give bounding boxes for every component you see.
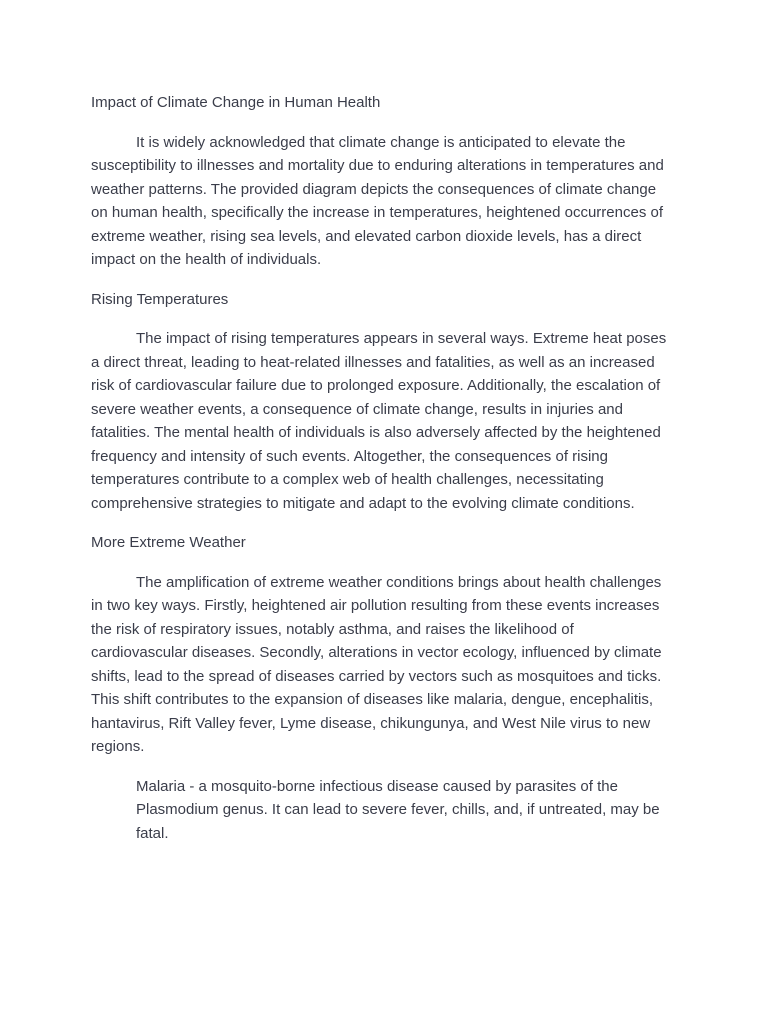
intro-paragraph: It is widely acknowledged that climate change is anticipated to elevate the susceptibility to illnesses and mortality due to enduring alterations in temperatures and weather patterns. The provided diagram depicts the consequences of climate change on human health, specifically the increase in temperatures, heightened occurrences of extreme weather, rising sea levels, and elevated carbon dioxide levels, has a direct impact on the health of individuals.	[91, 133, 664, 268]
section-body-extreme-weather: The amplification of extreme weather conditions brings about health challenges in two key ways. Firstly, heightened air pollution resulting from these events increases the risk of respiratory issues, notably asthma, and raises the likelihood of cardiovascular diseases. Secondly, alterations in vector ecology, influenced by climate shifts, lead to the spread of diseases carried by vectors such as mosquitoes and ticks. This shift contributes to the expansion of diseases like malaria, dengue, encephalitis, hantavirus, Rift Valley fever, Lyme disease, chikungunya, and West Nile virus to new regions.	[91, 573, 662, 755]
malaria-note: Malaria - a mosquito-borne infectious disease caused by parasites of the Plasmodium genus. It can lead to severe fever, chills, and, if untreated, may be fatal.	[136, 777, 660, 842]
section-heading-extreme-weather: More Extreme Weather	[91, 534, 246, 551]
section-body-rising-temperatures: The impact of rising temperatures appears in several ways. Extreme heat poses a direct threat, leading to heat-related illnesses and fatalities, as well as an increased risk of cardiovascular failure due to prolonged exposure. Additionally, the escalation of severe weather events, a consequence of climate change, results in injuries and fatalities. The mental health of individuals is also adversely affected by the heightened frequency and intensity of such events. Altogether, the consequences of rising temperatures contribute to a complex web of health challenges, necessitating comprehensive strategies to mitigate and adapt to the evolving climate conditions.	[91, 330, 667, 512]
document-body	[91, 91, 671, 861]
section-heading-rising-temperatures: Rising Temperatures	[91, 290, 229, 308]
document-title: Impact of Climate Change in Human Health	[91, 94, 381, 111]
